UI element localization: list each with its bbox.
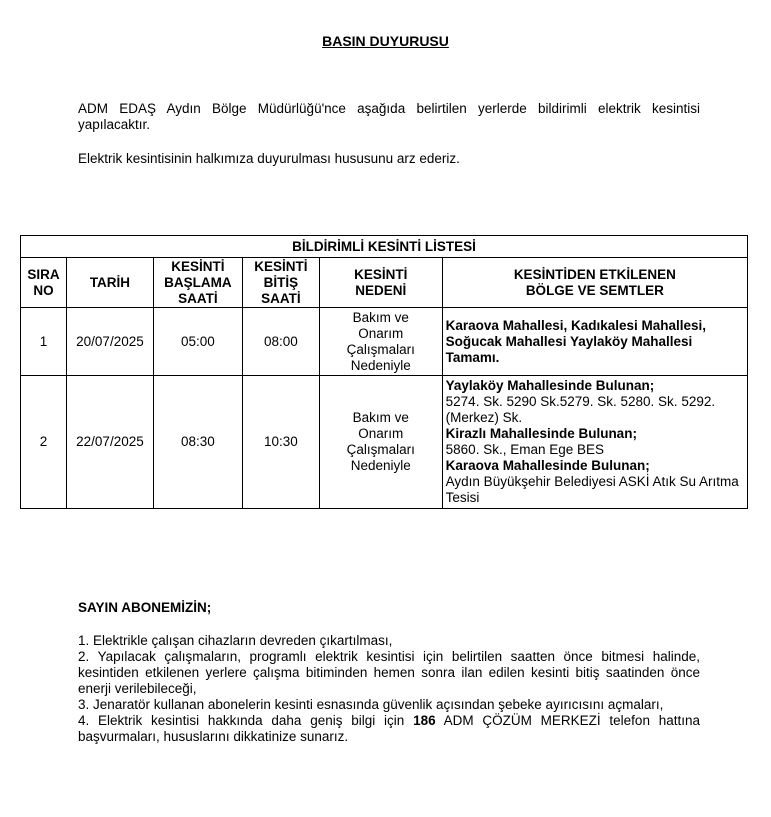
notice-item: 2. Yapılacak çalışmaların, programlı elektrik kesintisi için belirtilen saatten önce bitmesi halinde, kesintiden etkilenen yerlere çalışma bitiminden hemen sonra ilan edilen kesinti bitiş saatinden önce enerji verilebileceği, [78, 649, 700, 696]
cell-no: 2 [21, 376, 67, 509]
header-area: KESİNTİDEN ETKİLENEN BÖLGE VE SEMTLER [442, 258, 747, 308]
header-sira: SIRA NO [21, 258, 67, 308]
area-heading: Yaylaköy Mahallesinde Bulunan; [445, 378, 655, 393]
request-paragraph: Elektrik kesintisinin halkımıza duyurulması hususunu arz ederiz. [78, 151, 460, 166]
cell-start: 05:00 [153, 308, 242, 376]
header-tarih: TARİH [66, 258, 153, 308]
area-heading: Karaova Mahallesinde Bulunan; [445, 458, 650, 473]
table-row [21, 376, 748, 509]
area-text: Aydın Büyükşehir Belediyesi ASKİ Atık Su Arıtma Tesisi [445, 474, 739, 505]
cell-date: 20/07/2025 [66, 308, 153, 376]
notice-item: 3. Jenaratör kullanan abonelerin kesinti esnasında güvenlik açısından şebeke ayırıcısını açmaları, [78, 697, 664, 712]
header-end: KESİNTİ BİTİŞ SAATİ [242, 258, 319, 308]
area-text: 5274. Sk. 5290 Sk.5279. Sk. 5280. Sk. 5292. (Merkez) Sk. [445, 394, 716, 425]
header-reason: KESİNTİ NEDENİ [319, 258, 442, 308]
outage-table [20, 235, 748, 509]
cell-date: 22/07/2025 [66, 376, 153, 509]
page-title: BASIN DUYURUSU [322, 33, 449, 49]
cell-reason: Bakım ve Onarım Çalışmaları Nedeniyle [319, 308, 442, 376]
table-caption: BİLDİRİMLİ KESİNTİ LİSTESİ [21, 236, 748, 258]
cell-reason: Bakım ve Onarım Çalışmaları Nedeniyle [319, 376, 442, 509]
header-start: KESİNTİ BAŞLAMA SAATİ [153, 258, 242, 308]
notice-item: 1. Elektrikle çalışan cihazların devreden çıkartılması, [78, 633, 393, 648]
table-row [21, 308, 748, 376]
cell-no: 1 [21, 308, 67, 376]
notice-list [78, 633, 700, 745]
cell-area [442, 376, 747, 509]
cell-end: 10:30 [242, 376, 319, 509]
cell-end: 08:00 [242, 308, 319, 376]
notice-item: 4. Elektrik kesintisi hakkında daha geniş bilgi için 186 ADM ÇÖZÜM MERKEZİ telefon hattına başvurmaları, hususlarını dikkatinize sunarız. [78, 713, 701, 744]
notice-title: SAYIN ABONEMİZİN; [78, 600, 212, 615]
intro-paragraph: ADM EDAŞ Aydın Bölge Müdürlüğü'nce aşağıda belirtilen yerlerde bildirimli elektrik kesintisi yapılacaktır. [78, 101, 700, 132]
cell-start: 08:30 [153, 376, 242, 509]
area-heading: Kirazlı Mahallesinde Bulunan; [445, 426, 637, 441]
cell-area: Karaova Mahallesi, Kadıkalesi Mahallesi, Soğucak Mahallesi Yaylaköy Mahallesi Tamamı. [442, 308, 747, 376]
phone-number: 186 [413, 713, 436, 728]
table-header-row [21, 258, 748, 308]
area-text: 5860. Sk., Eman Ege BES [445, 442, 604, 457]
